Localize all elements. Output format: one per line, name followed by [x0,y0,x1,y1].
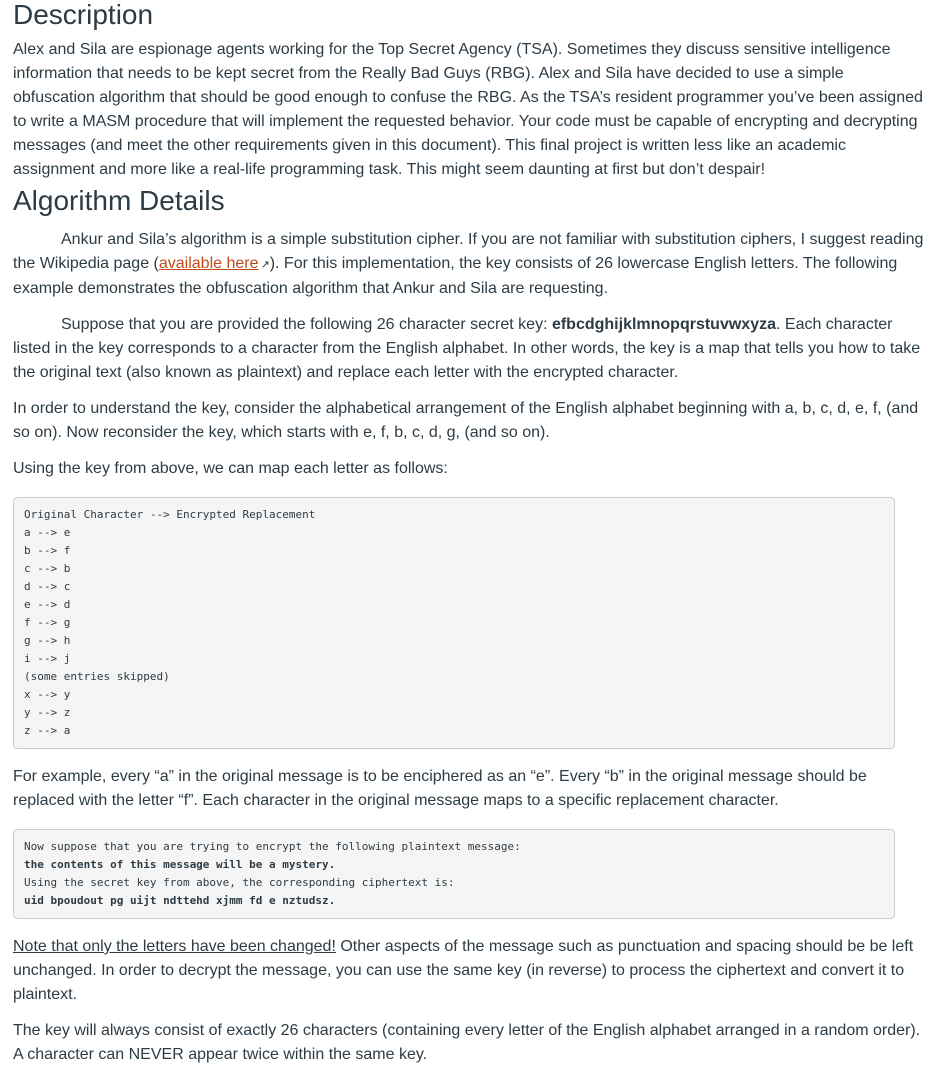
plaintext-message: the contents of this message will be a mystery. [24,858,336,871]
code-line: e --> d [24,598,71,611]
note-rest: Other aspects of the message such as punctuation and spacing should be be left unchanged. In order to decrypt the message, you can use the same key (in reverse) to process the ciphertext and convert it to plaintext. [13,938,914,1003]
algorithm-p2-text-before: Suppose that you are provided the following 26 character secret key: [61,316,552,333]
mapping-code-block [13,497,895,749]
wikipedia-link[interactable]: available here [158,255,259,272]
code-line: d --> c [24,580,71,593]
secret-key: efbcdghijklmnopqrstuvwxyza [551,316,776,333]
code-line: Now suppose that you are trying to encrypt the following plaintext message: [24,840,521,853]
code-line: Using the secret key from above, the corresponding ciphertext is: [24,876,455,889]
code-line: i --> j [24,652,71,665]
code-line: y --> z [24,706,71,719]
algorithm-p1-text-after: ). For this implementation, the key consists of 26 lowercase English letters. The following example demonstrates the obfuscation algorithm that Ankur and Sila are requesting. [13,255,898,297]
algorithm-paragraph-1 [13,228,929,301]
code-line: (some entries skipped) [24,670,170,683]
ciphertext-message: uid bpoudout pg uijt ndttehd xjmm fd e nztudsz. [24,894,336,907]
code-line: f --> g [24,616,71,629]
note-paragraph [13,935,929,1007]
code-line: c --> b [24,562,71,575]
heading-algorithm-details: Algorithm Details [13,185,225,216]
code-line: b --> f [24,544,71,557]
example-code-block [13,829,895,919]
algorithm-p2-text-after: . Each character listed in the key corresponds to a character from the English alphabet. In other words, the key is a map that tells you how to take the original text (also known as plaintext) and replace each letter with the encrypted character. [13,316,921,381]
algorithm-paragraph-4: Using the key from above, we can map each letter as follows: [13,460,448,477]
algorithm-p1-text-before: Ankur and Sila’s algorithm is a simple substitution cipher. If you are not familiar with substitution ciphers, I suggest reading the Wikipedia page ( [13,231,924,272]
description-paragraph: Alex and Sila are espionage agents working for the Top Secret Agency (TSA). Sometimes they discuss sensitive intelligence information that needs to be kept secret from the Really Bad Guys (RBG). Alex and Sila have decided to use a simple obfuscation algorithm that should be good enough to confuse the RBG. As the TSA’s resident programmer you’ve been assigned to write a MASM procedure that will implement the requested behavior. Your code must be capable of encrypting and decrypting messages (and meet the other requirements given in this document). This final project is written less like an academic assignment and more like a real-life programming task. This might seem daunting at first but don’t despair! [13,41,923,178]
code-line: z --> a [24,724,71,737]
code-line: Original Character --> Encrypted Replacement [24,508,316,521]
example-paragraph: For example, every “a” in the original message is to be enciphered as an “e”. Every “b” in the original message should be replaced with the letter “f”. Each character in the original message maps to a specific replacement character. [13,768,867,809]
code-line: x --> y [24,688,71,701]
code-line: g --> h [24,634,71,647]
algorithm-paragraph-2 [13,313,929,385]
final-paragraph: The key will always consist of exactly 26 characters (containing every letter of the English alphabet arranged in a random order). A character can NEVER appear twice within the same key. [13,1022,921,1063]
algorithm-paragraph-3: In order to understand the key, consider the alphabetical arrangement of the English alphabet beginning with a, b, c, d, e, f, (and so on). Now reconsider the key, which starts with e, f, b, c, d, g, (and so on). [13,400,919,441]
code-line: a --> e [24,526,71,539]
note-underlined: Note that only the letters have been changed! [13,938,336,955]
heading-description: Description [13,0,154,30]
external-link-icon: ↗ [260,259,270,271]
